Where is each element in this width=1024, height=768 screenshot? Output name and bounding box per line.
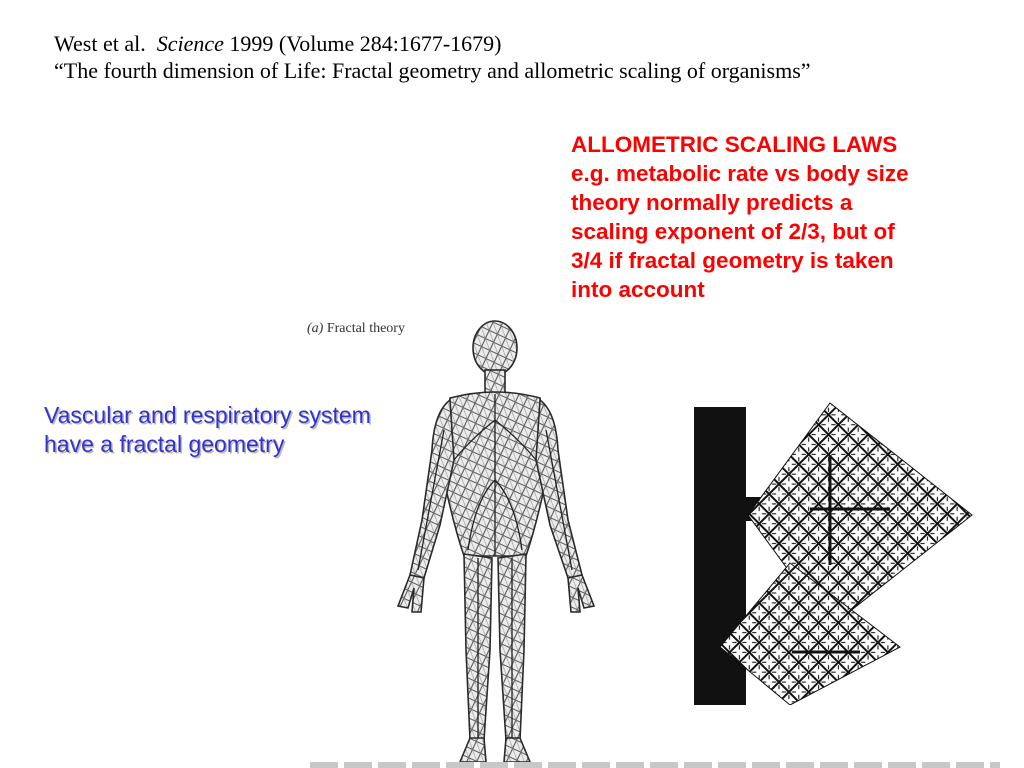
cropped-caption-strip	[310, 762, 1000, 768]
figure-label-text: Fractal theory	[326, 321, 405, 336]
allometric-line: 3/4 if fractal geometry is taken	[571, 248, 894, 273]
allometric-line: scaling exponent of 2/3, but of	[571, 219, 895, 244]
citation-journal: Science	[156, 31, 224, 56]
allometric-line: e.g. metabolic rate vs body size	[571, 161, 909, 186]
citation-authors: West et al.	[54, 31, 146, 56]
allometric-heading: ALLOMETRIC SCALING LAWS	[571, 132, 898, 157]
figure-letter: (a)	[307, 321, 324, 336]
allometric-scaling-text	[571, 130, 1011, 304]
vascular-system-text: Vascular and respiratory system have a fractal geometry	[44, 402, 371, 457]
human-vascular-figure	[350, 320, 630, 768]
allometric-line: into account	[571, 277, 705, 302]
allometric-line: theory normally predicts a	[571, 190, 853, 215]
citation-line-1	[54, 30, 894, 57]
fractal-tree-diagram	[680, 395, 980, 705]
citation-year-volume: 1999 (Volume 284:1677-1679)	[229, 31, 502, 56]
citation-title: “The fourth dimension of Life: Fractal geometry and allometric scaling of organisms”	[54, 58, 811, 83]
citation-block	[54, 30, 894, 84]
